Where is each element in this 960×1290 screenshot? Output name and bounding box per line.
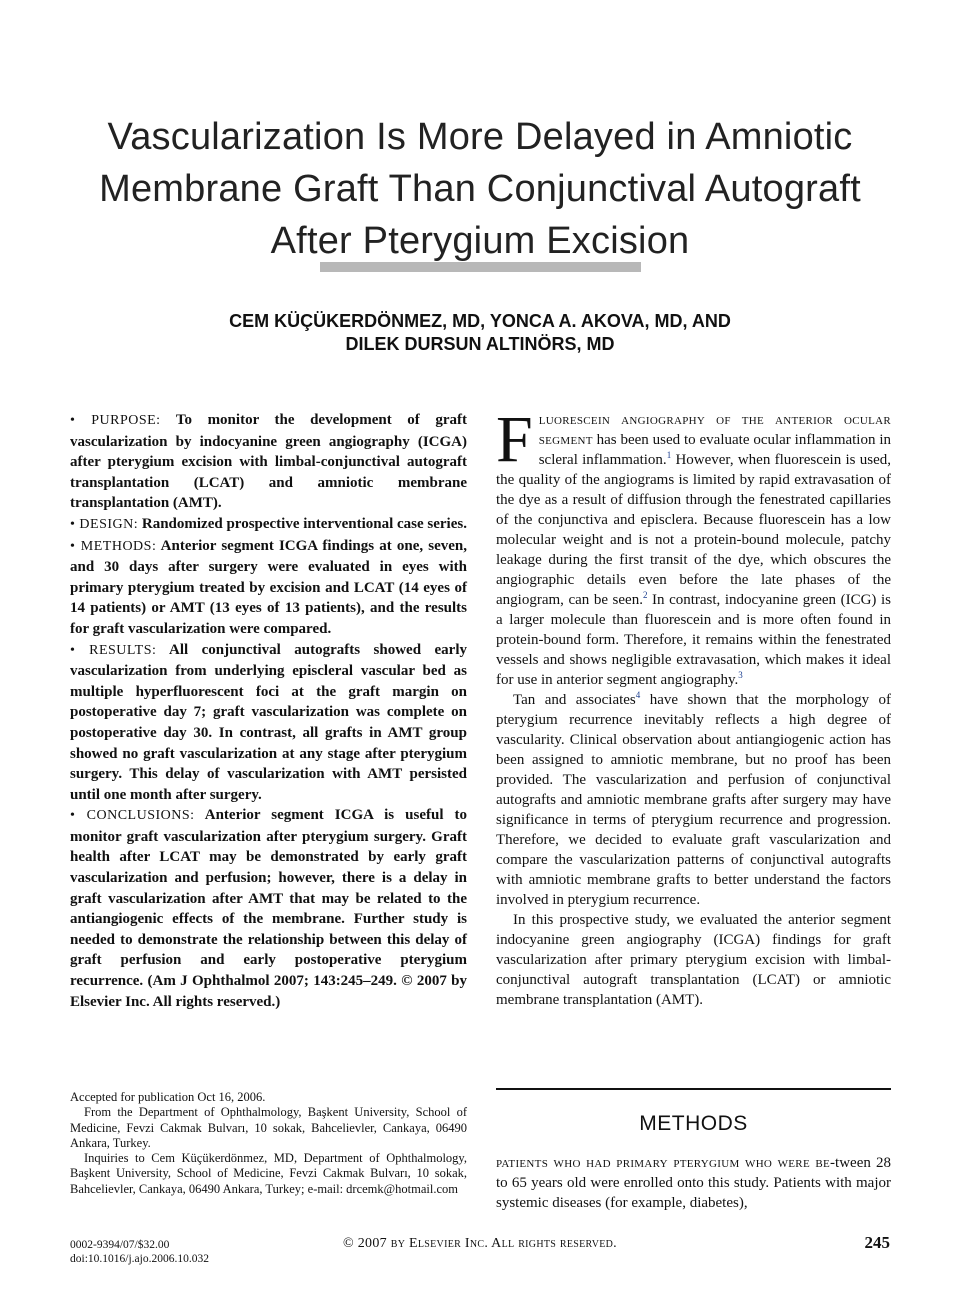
abstract-purpose: [70, 410, 467, 514]
abstract-design: [70, 514, 467, 536]
ref-3[interactable]: 3: [738, 670, 743, 680]
accepted-note: Accepted for publication Oct 16, 2006.: [70, 1090, 266, 1104]
methods-lead: patients who had primary pterygium who were be: [496, 1155, 831, 1171]
conclusions-label: • CONCLUSIONS:: [70, 808, 195, 824]
design-label: • DESIGN:: [70, 516, 139, 532]
purpose-label: • PURPOSE:: [70, 413, 161, 428]
methods-heading: METHODS: [639, 1112, 748, 1135]
purpose-text: To monitor the development of graft vascularization by indocyanine green angiography (ICGA) after pterygium excision with limbal-conjunctival autograft transplantation (LCAT) and amniotic membrane transplantation (AMT).: [70, 412, 467, 512]
intro-paragraph-3: In this prospective study, we evaluated the anterior segment indocyanine green angiography (ICGA) findings for graft vascularization after primary pterygium excision with limbal-conjunctival autograft transplantation (LCAT) or amniotic membrane transplantation (AMT).: [496, 912, 891, 1008]
inquiries-note: Inquiries to Cem Küçükerdönmez, MD, Department of Ophthalmology, Başkent University, School of Medicine, Fevzi Cakmak Bulvarı, 10 sokak, Bahcelievler, Cankaya, 06490 Ankara, Turkey; e-mail: drcemk@hotmail.com: [70, 1151, 467, 1196]
affiliation-note: From the Department of Ophthalmology, Başkent University, School of Medicine, Fevzi Cakmak Bulvarı, 10 sokak, Bahcelievler, Cankaya, 06490 Ankara, Turkey.: [70, 1105, 467, 1150]
intro-text-c: In contrast, indocyanine green (ICG) is a larger molecule than fluorescein and is more often found in protein-bound form. Therefore, it remains within the fenestrated vessels and shows negligible extravasation, which makes it ideal for use in anterior segment angiography.: [496, 592, 891, 688]
section-divider: [496, 1088, 891, 1090]
doi-link[interactable]: doi:10.1016/j.ajo.2006.10.032: [70, 1253, 209, 1265]
title-divider: [320, 262, 641, 272]
article-title: Vascularization Is More Delayed in Amniotic Membrane Graft Than Conjunctival Autograft After Pterygium Excision: [99, 116, 861, 263]
author-list: [120, 310, 840, 356]
page-number: 245: [864, 1233, 890, 1252]
intro-p2-a: Tan and associates: [513, 692, 636, 708]
intro-text-a: has been used to evaluate ocular inflammation in scleral inflammation.: [538, 432, 891, 468]
methods-label: • METHODS:: [70, 538, 157, 554]
intro-paragraph-1: [496, 403, 891, 690]
ref-4[interactable]: 4: [635, 690, 641, 700]
citation-text: (Am J Ophthalmol 2007; 143:245–249. © 2007 by Elsevier Inc. All rights reserved.): [70, 973, 467, 1010]
authors-line-1: CEM KÜÇÜKERDÖNMEZ, MD, YONCA A. AKOVA, MD, AND: [229, 311, 731, 331]
results-label: • RESULTS:: [70, 642, 157, 658]
ref-1[interactable]: 1: [666, 450, 672, 460]
abstract: [70, 410, 467, 1012]
methods-body: [496, 1153, 891, 1213]
authors-line-2: DILEK DURSUN ALTINÖRS, MD: [345, 334, 615, 354]
ref-2[interactable]: 2: [642, 590, 648, 600]
drop-cap: F: [496, 403, 533, 476]
results-text: All conjunctival autografts showed early vascularization from underlying episcleral vascular bed as multiple hyperfluorescent foci at the graft margin on postoperative day 7; graft vascularization was complete on postoperative day 30. In contrast, all grafts in AMT group showed no graft vascularization at any stage after pterygium surgery. This delay of vascularization with AMT persisted until one month after surgery.: [70, 641, 467, 803]
design-text: Randomized prospective interventional case series.: [141, 515, 467, 532]
footnotes: [70, 1090, 467, 1197]
methods-text: Anterior segment ICGA findings at one, seven, and 30 days after surgery were evaluated in eyes with primary pterygium treated by excision and LCAT (14 eyes of 14 patients) or AMT (13 eyes of 13 patients), and the results for graft vascularization were compared.: [70, 537, 467, 637]
copyright-line: © 2007 by Elsevier Inc. All rights reserved.: [343, 1236, 617, 1251]
intro-text-b: However, when fluorescein is used, the quality of the angiograms is limited by rapid extravasation of the dye as a result of diffusion through the fenestrated capillaries of the conjunctiva and episclera. Because fluorescein has a low molecular weight and is not a protein-bound molecule, patchy leakage during the first transit of the dye, which obscures the angiographic details even before the late phases of the angiogram, can be seen.: [496, 452, 891, 608]
abstract-conclusions: [70, 805, 467, 1012]
intro-p2-b: have shown that the morphology of pterygium recurrence inevitably reflects a high degree of vascularity. Clinical observation about antiangiogenic action has been assigned to amniotic membrane, but no proof has been provided. The vascularization and perfusion of conjunctival autografts and amniotic membrane grafts after surgery may have significance in terms of pterygium recurrence and progression. Therefore, we decided to evaluate graft vascularization and compare the vascularization patterns of conjunctival autografts with amniotic membrane grafts to better understand the factors involved in pterygium recurrence.: [496, 692, 891, 908]
conclusions-text: Anterior segment ICGA is useful to monitor graft vascularization after pterygium surgery. Graft health after LCAT may be demonstrated by early graft vascularization and perfusion; however, there is a delay in graft vascularization after AMT that may be related to the antiangiogenic effects of the membrane. Further study is needed to demonstrate the relationship between this delay of graft perfusion and early postoperative pterygium recurrence.: [70, 807, 467, 990]
abstract-methods: [70, 536, 467, 640]
abstract-results: [70, 640, 467, 806]
issn-code: 0002-9394/07/$32.00: [70, 1239, 170, 1251]
introduction: [496, 403, 891, 1010]
methods-paragraph: patients who had primary pterygium who were be-tween 28 to 65 years old were enrolled onto this study. Patients with major systemic diseases (for example, diabetes),: [496, 1155, 891, 1211]
intro-paragraph-2: [496, 690, 891, 910]
methods-text-body: tween 28 to 65 years old were enrolled onto this study. Patients with major systemic diseases (for example, diabetes),: [496, 1155, 891, 1211]
intro-lead: luorescein angiography of the anterior ocular segment: [538, 412, 891, 448]
